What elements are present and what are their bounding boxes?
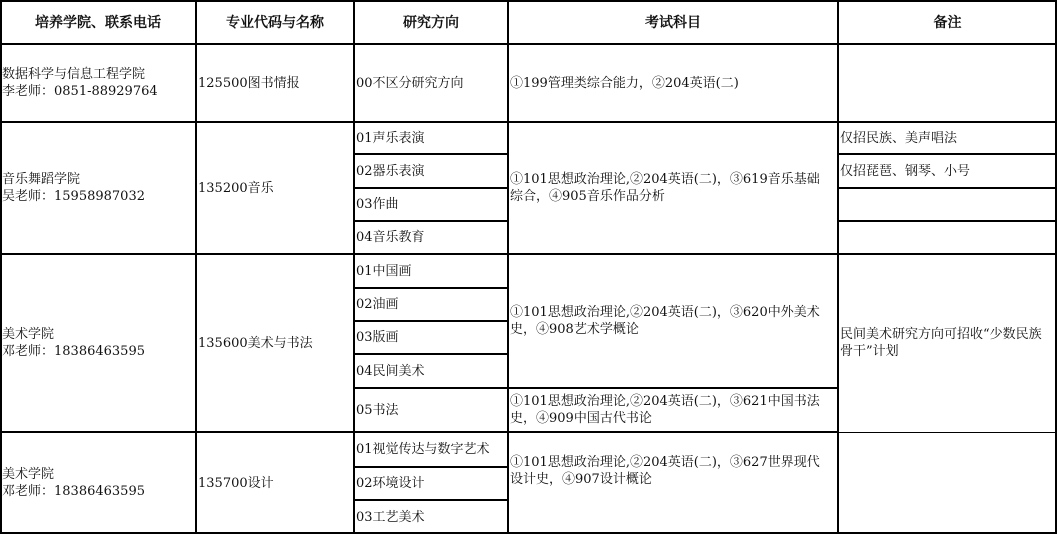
header-note: 备注 bbox=[933, 15, 962, 31]
direction-cell: 02器乐表演 bbox=[356, 163, 425, 179]
header-college: 培养学院、联系电话 bbox=[35, 15, 161, 31]
exam-cell: ①101思想政治理论,②204英语(二)，③621中国书法史，④909中国古代书论 bbox=[510, 394, 820, 426]
exam-cell: ①199管理类综合能力，②204英语(二) bbox=[510, 75, 739, 91]
direction-cell: 01声乐表演 bbox=[356, 130, 425, 146]
header-major: 专业代码与名称 bbox=[226, 15, 324, 31]
major-cell: 135600美术与书法 bbox=[198, 335, 313, 351]
college-name: 美术学院 bbox=[2, 467, 55, 482]
direction-cell: 02环境设计 bbox=[356, 476, 425, 491]
college-name: 数据科学与信息工程学院 bbox=[2, 67, 146, 82]
college-contact: 邓老师：18386463595 bbox=[2, 344, 145, 359]
exam-cell: ①101思想政治理论,②204英语(二)，③619音乐基础综合，④905音乐作品分析 bbox=[510, 172, 820, 204]
note-cell: 仅招琵琶、钢琴、小号 bbox=[840, 163, 971, 179]
note-cell: 仅招民族、美声唱法 bbox=[840, 130, 958, 146]
note-cell: 民间美术研究方向可招收“少数民族骨干”计划 bbox=[840, 327, 1042, 359]
direction-cell: 03工艺美术 bbox=[356, 509, 425, 525]
college-contact: 李老师：0851-88929764 bbox=[2, 84, 158, 99]
direction-cell: 01中国画 bbox=[356, 263, 412, 279]
college-name: 音乐舞蹈学院 bbox=[2, 172, 81, 187]
college-cell bbox=[0, 254, 196, 432]
direction-cell: 04音乐教育 bbox=[356, 230, 425, 245]
college-cell bbox=[0, 432, 196, 534]
direction-cell: 00不区分研究方向 bbox=[356, 75, 464, 91]
major-cell: 135200音乐 bbox=[198, 180, 274, 196]
college-cell bbox=[0, 122, 196, 254]
college-contact: 邓老师：18386463595 bbox=[2, 484, 145, 499]
college-cell bbox=[0, 44, 196, 122]
exam-cell: ①101思想政治理论,②204英语(二)，③627世界现代设计史，④907设计概论 bbox=[510, 455, 820, 487]
header-direction: 研究方向 bbox=[403, 15, 459, 31]
direction-cell: 03版画 bbox=[356, 330, 399, 345]
direction-cell: 01视觉传达与数字艺术 bbox=[356, 442, 490, 457]
direction-cell: 05书法 bbox=[356, 402, 399, 418]
major-cell: 125500图书情报 bbox=[198, 75, 300, 91]
major-cell: 135700设计 bbox=[198, 475, 274, 491]
direction-cell: 02油画 bbox=[356, 297, 399, 312]
exam-cell: ①101思想政治理论,②204英语(二)，③620中外美术史，④908艺术学概论 bbox=[510, 305, 820, 337]
direction-cell: 04民间美术 bbox=[356, 363, 425, 379]
header-exam: 考试科目 bbox=[645, 15, 701, 31]
college-name: 美术学院 bbox=[2, 327, 55, 342]
college-contact: 吴老师：15958987032 bbox=[2, 189, 145, 204]
direction-cell: 03作曲 bbox=[356, 197, 399, 212]
